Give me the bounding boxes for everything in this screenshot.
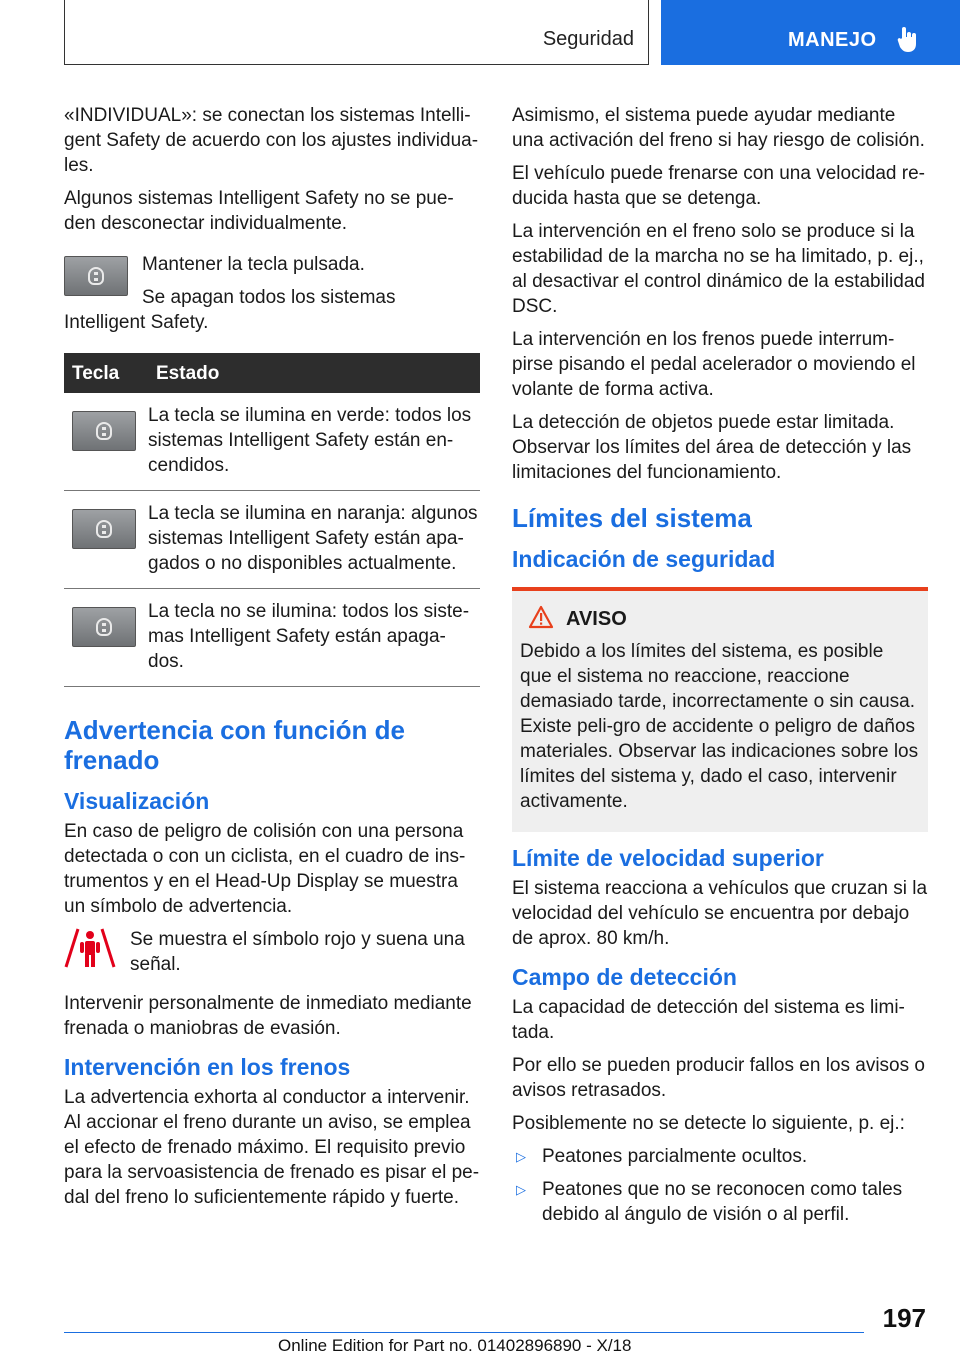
symbol-text: Se muestra el símbolo rojo y suena una señal. [130,929,465,975]
right-column [512,103,928,1235]
detection-field-paragraph-3: Posiblemente no se detecte lo siguiente, p. ej.: [512,1113,905,1134]
warning-box-text: Debido a los límites del sistema, es posible que el sistema no reaccione, reaccione demasiado tarde, incorrectamente o sin causa. Existe peli-gro de accidente o peligro de daños materiales. Observar las indicaciones sobre los límites del sistema y, dado el caso, intervenir activamente. [520,641,919,812]
detection-field-paragraph-2: Por ello se pueden producir fallos en los avisos o avisos retrasados. [512,1055,925,1101]
speed-limit-paragraph: El sistema reacciona a vehículos que cruzan si la velocidad del vehículo se encuentra por debajo de aprox. 80 km/h. [512,878,928,949]
heading-brake-warning: Advertencia con función de frenado [64,715,405,775]
footer-divider [64,1332,864,1333]
table-row [64,589,480,687]
table-cell-state: La tecla se ilumina en naranja: algunos sistemas Intelligent Safety están apa-gados o no disponibles actualmente. [148,491,480,589]
pedestrian-warning-icon [64,927,116,975]
key-green-icon [72,411,136,451]
table-row [64,491,480,589]
hold-key-text: Mantener la tecla pulsada. [142,254,365,275]
steering-hand-icon [897,25,919,53]
table-cell-state: La tecla no se ilumina: todos los siste-mas Intelligent Safety están apaga-dos. [148,589,480,687]
individual-paragraph: «INDIVIDUAL»: se conectan los sistemas Intelli- gent Safety de acuerdo con los ajustes individua- les. [64,105,479,176]
section-title: Seguridad [542,28,634,50]
warning-symbol-block [64,927,480,977]
hold-key-block [64,252,480,335]
list-item: ▷ Peatones que no se reconocen como tales debido al ángulo de visión o al perfil. [512,1177,928,1227]
table-header-key: Tecla [64,353,148,393]
heading-brake-intervention: Intervención en los frenos [64,1054,351,1080]
page-number: 197 [882,1303,926,1333]
heading-detection-field: Campo de detección [512,964,737,990]
not-individual-paragraph: Algunos sistemas Intelligent Safety no se pue- den desconectar individualmente. [64,188,454,234]
all-off-text: Se apagan todos los sistemas Intelligent Safety. [64,287,396,333]
footer-edition: Online Edition for Part no. 01402896890 - X/18 [278,1336,632,1355]
interrupt-paragraph: La intervención en los frenos puede interrum-pirse pisando el pedal acelerador o moviendo el volante de forma activa. [512,329,916,400]
brake-intervention-paragraph: La advertencia exhorta al conductor a intervenir. Al accionar el freno durante un aviso, se emplea el efecto de frenado máximo. El requisito previo para la servoasistencia de frenado es pisar el pe-dal del freno lo suficientemente rápido y fuerte. [64,1087,480,1208]
list-item: ▷ Peatones parcialmente ocultos. [512,1144,928,1169]
table-cell-state: La tecla se ilumina en verde: todos los sistemas Intelligent Safety están en-cendidos. [148,393,480,491]
intelligent-safety-key-icon [64,256,128,296]
intervene-paragraph: Intervenir personalmente de inmediato mediante frenada o maniobras de evasión. [64,993,472,1039]
heading-safety-note: Indicación de seguridad [512,546,776,572]
left-column [64,103,480,1218]
warning-triangle-icon [528,605,554,629]
header-section-box [64,0,649,65]
heading-speed-limit: Límite de velocidad superior [512,845,824,871]
chapter-label: MANEJO [788,29,877,51]
detection-field-paragraph-1: La capacidad de detección del sistema es limi-tada. [512,997,905,1043]
warning-box-title: AVISO [566,608,627,630]
heading-display: Visualización [64,788,210,814]
table-header-state: Estado [148,353,480,393]
heading-system-limits: Límites del sistema [512,503,752,533]
display-paragraph: En caso de peligro de colisión con una persona detectada o con un ciclista, en el cuadro de ins-trumentos y en el Head-Up Display se muestra un símbolo de advertencia. [64,821,466,917]
chapter-tab[interactable] [661,0,960,65]
warning-box [512,587,928,832]
key-orange-icon [72,509,136,549]
assist-paragraph: Asimismo, el sistema puede ayudar mediante una activación del freno si hay riesgo de colisión. [512,105,925,151]
table-row [64,393,480,491]
detection-limited-paragraph: La detección de objetos puede estar limitada. Observar los límites del área de detección y las limitaciones del funcionamiento. [512,412,912,483]
undetected-list [512,1144,928,1227]
key-off-icon [72,607,136,647]
warning-box-header [520,603,920,635]
slow-down-paragraph: El vehículo puede frenarse con una velocidad re-ducida hasta que se detenga. [512,163,925,209]
stability-paragraph: La intervención en el freno solo se produce si la estabilidad de la marcha no se ha limitado, p. ej., al desactivar el control dinámico de la estabilidad DSC. [512,221,925,317]
key-state-table [64,353,480,687]
